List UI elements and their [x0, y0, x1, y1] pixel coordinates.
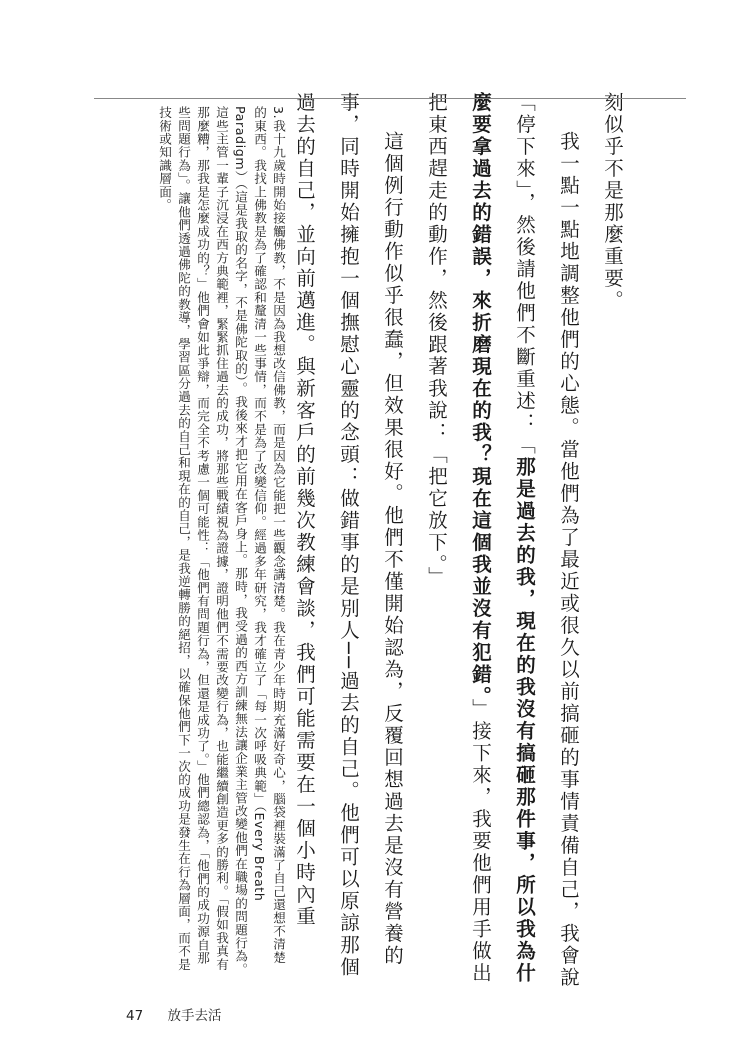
paragraph-text: 刻似乎不是那麼重要。 [601, 92, 624, 312]
footnote-text: 3.我十九歲時開始接觸佛教，不是因為我想改信佛教，而是因為它能把一些觀念講清楚。我在青少年時期充滿好奇心，腦袋裡裝滿了自己還想不清楚的東西。我找上佛教是為了確認和釐清一些事情，而不是為了改變信仰。經過多年研究，我才確立了「每一次呼吸典範」（Every Breath Paradigm）（這是我取的名字，不是佛陀取的）。我後來才把它用在客戶身上。那時，我受過的西方訓練無法讓企業主管改變他們在職場的問題行為。這些主管一輩子沉浸在西方典範裡，緊緊抓住過去的成功，將那些戰績視為證據，證明他們不需要改變行為，也能繼續創造更多的勝利。「假如我真有那麼糟，那我是怎麼成功的？」他們會如此爭辯，而完全不考慮一個可能性：「他們有問題行為，但還是成功了。」他們總認為，「他們的成功源自那些問題行為」。讓他們透過佛陀的教導，學習區分過去的自己和現在的自己，是我逆轉勝的絕招，以確保他們下一次的成功是發生在行為層面，而不是技術或知識層面。 [157, 106, 286, 976]
emphasized-text: 那是過去的我，現在的我沒有搞砸那件事，所以我為什麼要拿過去的錯誤，來折磨現在的我？現在這個我並沒有犯錯。 [469, 92, 536, 985]
footnote-divider [94, 98, 686, 99]
body-paragraph [590, 92, 634, 992]
paragraph-text: 」接下來，我要他們用手做出把東西趕走的動作，然後跟著我說：「把它放下。」 [425, 92, 492, 985]
paragraph-text: 這個例行動作似乎很蠢，但效果很好。他們不僅開始認為，反覆回想過去是沒有營養的事，同時開始擁抱一個撫慰心靈的念頭：做錯事的是別人──過去的自己。他們可以原諒那個過去的自己，並向前邁進。與新客戶的前幾次教練會談，我們可能需要在一個小時內重 [293, 92, 404, 979]
paragraph-text: 我一點一點地調整他們的心態。當他們為了最近或很久以前搞砸的事情責備自己，我會說「停下來」，然後請他們不斷重述：「 [513, 92, 580, 989]
footnote [98, 106, 288, 976]
page-footer [126, 1004, 221, 1024]
page-number: 47 [126, 1008, 144, 1024]
book-title: 放手去活 [167, 1008, 222, 1024]
body-paragraph [282, 92, 414, 992]
body-paragraph [414, 92, 590, 992]
